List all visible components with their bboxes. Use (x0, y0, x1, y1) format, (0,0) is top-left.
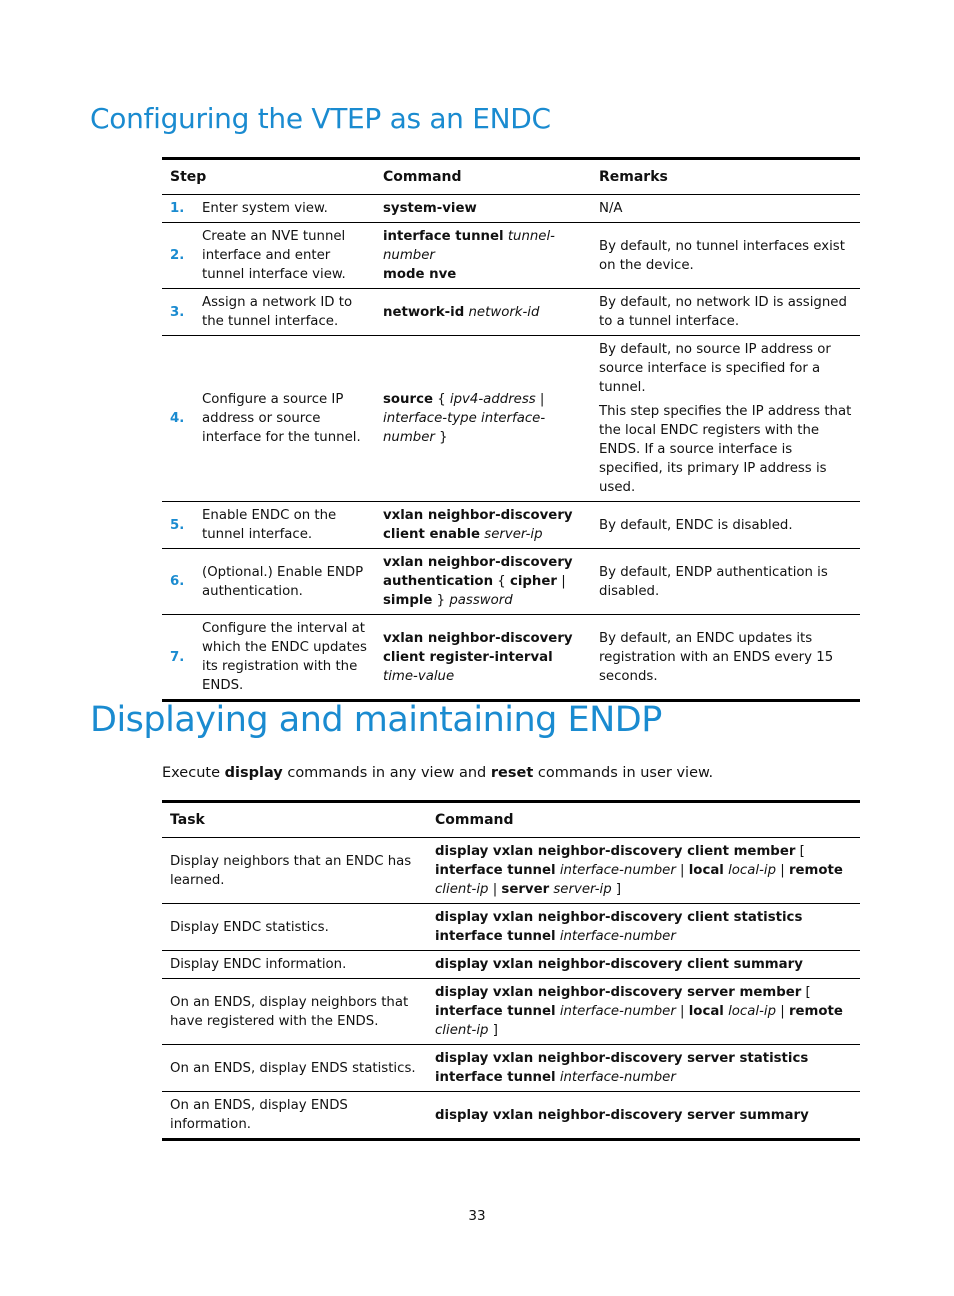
remarks-cell (591, 615, 860, 701)
command-argument: network-id (468, 304, 540, 320)
table-row (162, 502, 860, 549)
command-text: Execute (162, 765, 225, 781)
command-argument: interface-number (559, 929, 676, 944)
table-row (162, 838, 860, 904)
command-keyword: display vxlan neighbor-discovery server summary (435, 1107, 809, 1123)
page-number: 33 (468, 1208, 486, 1224)
section-title-configuring-vtep: Configuring the VTEP as an ENDC (90, 102, 551, 135)
remarks-cell (591, 195, 860, 223)
step-description: (Optional.) Enable ENDP authentication. (202, 564, 364, 599)
config-steps-body (162, 195, 860, 701)
header-command: Command (427, 802, 860, 838)
remarks-cell (591, 336, 860, 502)
command-cell (427, 838, 860, 904)
command-keyword: server (501, 882, 550, 897)
table-row (162, 1045, 860, 1092)
remarks-cell (591, 502, 860, 549)
command-keyword: display vxlan neighbor-discovery client summary (435, 957, 803, 972)
command-text: [ (795, 844, 805, 859)
command-argument: password (449, 593, 513, 608)
command-text: { (432, 392, 450, 407)
command-keyword: display vxlan neighbor-discovery server member (435, 985, 802, 1000)
step-description: Enter system view. (202, 201, 328, 216)
step-cell (162, 223, 375, 289)
command-keyword: system-view (383, 201, 477, 216)
command-text: ] (488, 1023, 498, 1038)
remarks-cell (591, 549, 860, 615)
command-cell (375, 223, 591, 289)
step-number: 3. (170, 304, 185, 320)
task-cell: On an ENDS, display ENDS information. (162, 1092, 427, 1140)
command-keyword: display vxlan neighbor-discovery client member (435, 844, 796, 859)
command-text: | (675, 1004, 689, 1019)
table-header-row (162, 802, 860, 838)
command-keyword: vxlan neighbor-discovery client register-interval (383, 630, 573, 665)
command-argument: time-value (383, 668, 455, 684)
task-cell: On an ENDS, display ENDS statistics. (162, 1045, 427, 1092)
step-cell (162, 195, 375, 223)
config-steps-table (162, 157, 860, 702)
table-header-row (162, 159, 860, 195)
step-description: Enable ENDC on the tunnel interface. (202, 508, 337, 542)
command-keyword: local (688, 1004, 724, 1019)
command-cell (427, 951, 860, 979)
step-description: Configure the interval at which the ENDC updates its registration with the ENDS. (202, 621, 367, 693)
step-number: 1. (170, 201, 185, 216)
command-text: } (434, 430, 448, 445)
step-number: 2. (170, 248, 185, 263)
display-commands-table (162, 800, 860, 1141)
command-keyword: display (224, 765, 283, 781)
command-text: | (776, 1004, 789, 1019)
remark-paragraph: By default, no network ID is assigned to a tunnel interface. (599, 295, 847, 329)
command-argument: interface-number (559, 863, 676, 878)
step-description: Configure a source IP address or source interface for the tunnel. (202, 392, 361, 445)
command-keyword: interface tunnel (435, 1004, 556, 1019)
command-text: } (432, 593, 450, 608)
command-argument: server-ip (553, 882, 612, 897)
remark-paragraph: This step specifies the IP address that the local ENDC registers with the ENDS. If a source interface is specified, its primary IP address is used. (599, 404, 852, 495)
command-text: ] (611, 882, 622, 897)
remarks-cell (591, 289, 860, 336)
command-cell (375, 502, 591, 549)
step-number: 4. (170, 411, 185, 426)
command-cell (427, 904, 860, 951)
table-row (162, 336, 860, 502)
table-row (162, 951, 860, 979)
command-keyword: vxlan neighbor-discovery authentication (383, 555, 573, 589)
step-cell (162, 336, 375, 502)
table-row (162, 549, 860, 615)
step-number: 6. (170, 574, 185, 589)
command-keyword: remote (788, 863, 843, 878)
command-argument: server-ip (484, 527, 543, 542)
command-text: { (493, 574, 510, 589)
step-cell (162, 289, 375, 336)
command-cell (375, 195, 591, 223)
remark-paragraph: By default, no tunnel interfaces exist on the device. (599, 238, 845, 273)
command-argument: client-ip (435, 1023, 489, 1038)
remark-paragraph: By default, ENDP authentication is disabled. (599, 564, 828, 599)
command-keyword: reset (490, 765, 534, 781)
command-cell (375, 615, 591, 701)
task-cell: Display ENDC information. (162, 951, 427, 979)
remark-paragraph: By default, ENDC is disabled. (599, 517, 793, 533)
table-row (162, 289, 860, 336)
step-number: 5. (170, 517, 185, 533)
table-row (162, 195, 860, 223)
command-argument: interface-number (559, 1004, 676, 1019)
command-text: commands in any view and (282, 765, 491, 781)
command-text: | (776, 863, 789, 878)
command-text: | (675, 863, 689, 878)
command-text: | (535, 392, 545, 407)
command-cell (375, 289, 591, 336)
command-keyword: remote (788, 1004, 843, 1019)
command-argument: client-ip (435, 882, 489, 897)
command-argument: tunnel-number (383, 229, 555, 263)
table-row (162, 904, 860, 951)
table-row (162, 223, 860, 289)
command-cell (375, 336, 591, 502)
display-commands-body (162, 838, 860, 1140)
command-argument: interface-number (559, 1070, 676, 1085)
table-row (162, 615, 860, 701)
command-keyword: display vxlan neighbor-discovery server statistics interface tunnel (435, 1051, 809, 1085)
remark-paragraph: N/A (599, 201, 623, 216)
remarks-cell (591, 223, 860, 289)
command-keyword: simple (383, 593, 433, 608)
command-argument: ipv4-address (449, 392, 536, 407)
header-step: Step (162, 159, 375, 195)
remark-paragraph: By default, no source IP address or source interface is specified for a tunnel. (599, 342, 831, 395)
command-keyword: interface tunnel (435, 863, 556, 878)
header-command: Command (375, 159, 591, 195)
command-keyword: display vxlan neighbor-discovery client statistics interface tunnel (435, 910, 803, 944)
task-cell: Display ENDC statistics. (162, 904, 427, 951)
section-title-displaying-endp: Displaying and maintaining ENDP (90, 700, 662, 740)
header-task: Task (162, 802, 427, 838)
command-keyword: cipher (509, 574, 557, 589)
remark-paragraph: By default, an ENDC updates its registration with an ENDS every 15 seconds. (599, 630, 834, 684)
command-keyword: mode nve (383, 267, 457, 282)
table-row (162, 979, 860, 1045)
step-cell (162, 615, 375, 701)
command-keyword: network-id (383, 304, 465, 320)
step-description: Assign a network ID to the tunnel interface. (202, 295, 353, 329)
step-number: 7. (170, 649, 185, 665)
command-keyword: interface tunnel (383, 229, 504, 244)
command-cell (427, 979, 860, 1045)
command-text: | (556, 574, 566, 589)
command-text: commands in user view. (533, 765, 714, 781)
command-argument: interface-type interface-number (383, 411, 546, 445)
header-remarks: Remarks (591, 159, 860, 195)
command-text: [ (801, 985, 811, 1000)
intro-paragraph (162, 765, 713, 781)
command-cell (375, 549, 591, 615)
step-cell (162, 502, 375, 549)
command-text: | (488, 882, 502, 897)
command-keyword: source (383, 392, 433, 407)
command-argument: local-ip (728, 1004, 777, 1019)
command-keyword: local (688, 863, 724, 878)
command-cell (427, 1092, 860, 1140)
task-cell: Display neighbors that an ENDC has learned. (170, 853, 412, 888)
step-description: Create an NVE tunnel interface and enter tunnel interface view. (202, 229, 346, 282)
step-cell (162, 549, 375, 615)
command-cell (427, 1045, 860, 1092)
task-cell: On an ENDS, display neighbors that have registered with the ENDS. (162, 979, 427, 1045)
command-keyword: vxlan neighbor-discovery client enable (383, 508, 573, 542)
table-row (162, 1092, 860, 1140)
command-argument: local-ip (728, 863, 777, 878)
